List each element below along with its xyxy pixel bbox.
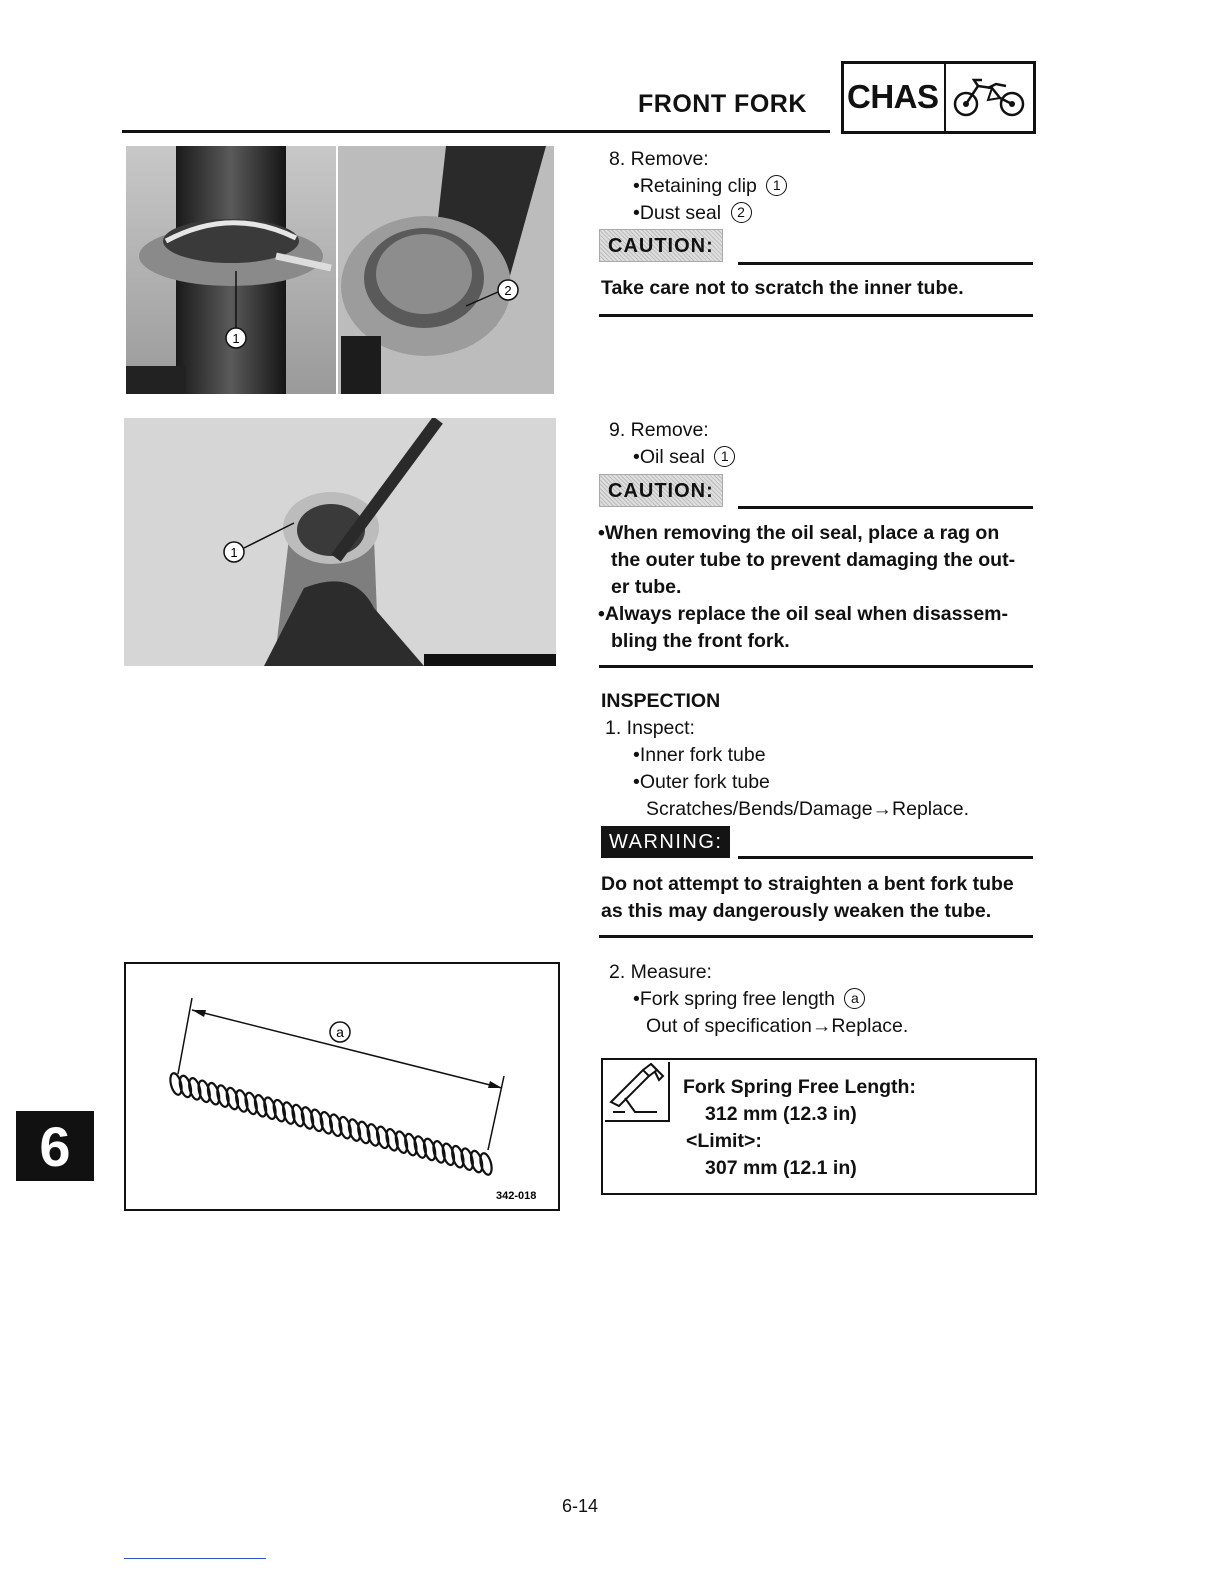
chapter-tab: 6: [16, 1111, 94, 1181]
caution-2-line-3: er tube.: [611, 576, 682, 598]
spec-limit-value: 307 mm (12.1 in): [705, 1157, 857, 1179]
spring-figure: [124, 962, 560, 1211]
inspect-item-2: •Outer fork tube: [633, 771, 770, 793]
spec-text: [683, 1074, 916, 1182]
step8-item-1-marker: 1: [766, 175, 787, 196]
figure-code: 342-018: [496, 1190, 537, 1202]
step9-item: [633, 444, 735, 471]
photo-retaining-clip-dust-seal: [126, 146, 554, 394]
inspection-title: INSPECTION: [601, 690, 721, 712]
photo-1-image: [126, 146, 554, 394]
inspect-result: Scratches/Bends/Damage→Replace.: [646, 798, 969, 820]
spec-label: Fork Spring Free Length:: [683, 1076, 916, 1098]
photo1-callout-1: 1: [232, 331, 240, 346]
measure-item-text: •Fork spring free length: [633, 988, 835, 1010]
caution-rule-1: [738, 262, 1033, 265]
footer-link-line: [124, 1558, 266, 1559]
step9-heading: 9. Remove:: [609, 419, 709, 441]
spec-limit-label: <Limit>:: [686, 1130, 762, 1152]
section-badge: [841, 61, 1036, 134]
caution-text-1: Take care not to scratch the inner tube.: [601, 277, 964, 299]
measure-result: Out of specification→Replace.: [646, 1015, 909, 1037]
warning-end-rule: [599, 935, 1033, 938]
caliper-icon: [605, 1062, 668, 1120]
measure-item-marker: a: [844, 988, 865, 1009]
page-number: 6-14: [562, 1496, 599, 1516]
inspect-heading: 1. Inspect:: [605, 717, 695, 739]
measure-heading: 2. Measure:: [609, 961, 712, 983]
warning-label: WARNING:: [601, 826, 730, 858]
warning-rule: [738, 856, 1033, 859]
warning-line-1: Do not attempt to straighten a bent fork tube: [601, 873, 1014, 895]
caution-label-1: CAUTION:: [599, 229, 723, 262]
spec-icon-frame: [605, 1062, 670, 1122]
caution-end-rule-2: [599, 665, 1033, 668]
spring-diagram: [126, 964, 558, 1209]
caution-label-2: CAUTION:: [599, 474, 723, 507]
photo2-callout-1: 1: [230, 545, 238, 560]
photo1-callout-2: 2: [504, 283, 512, 298]
caution-2-line-4: •Always replace the oil seal when disassem-: [598, 603, 1009, 625]
caution-2-line-2: the outer tube to prevent damaging the out-: [611, 549, 1016, 571]
photo-oil-seal: [124, 418, 556, 666]
caution-2-line-5: bling the front fork.: [611, 630, 790, 652]
header-rule: [122, 130, 830, 133]
step8-item-2-text: •Dust seal: [633, 202, 722, 224]
warning-line-2: as this may dangerously weaken the tube.: [601, 900, 992, 922]
page-title: FRONT FORK: [638, 90, 807, 118]
spec-box: [601, 1058, 1037, 1195]
step8-item-2: [633, 200, 752, 227]
motorcycle-icon: [950, 74, 1028, 122]
spring-coils: [168, 1072, 493, 1176]
caution-end-rule-1: [599, 314, 1033, 317]
figure-marker: a: [336, 1024, 344, 1040]
caution-2-line-1: •When removing the oil seal, place a rag on: [598, 522, 1000, 544]
spec-value: 312 mm (12.3 in): [705, 1103, 857, 1125]
step8-item-1-text: •Retaining clip: [633, 175, 757, 197]
step8-item-2-marker: 2: [731, 202, 752, 223]
section-code: CHAS: [847, 78, 939, 115]
step9-item-text: •Oil seal: [633, 446, 705, 468]
step9-item-marker: 1: [714, 446, 735, 467]
inspect-item-1: •Inner fork tube: [633, 744, 766, 766]
measure-item: [633, 986, 865, 1013]
step8-heading: 8. Remove:: [609, 148, 709, 170]
photo-2-image: [124, 418, 556, 666]
step8-item-1: [633, 173, 787, 200]
caution-rule-2: [738, 506, 1033, 509]
badge-divider: [944, 64, 946, 131]
